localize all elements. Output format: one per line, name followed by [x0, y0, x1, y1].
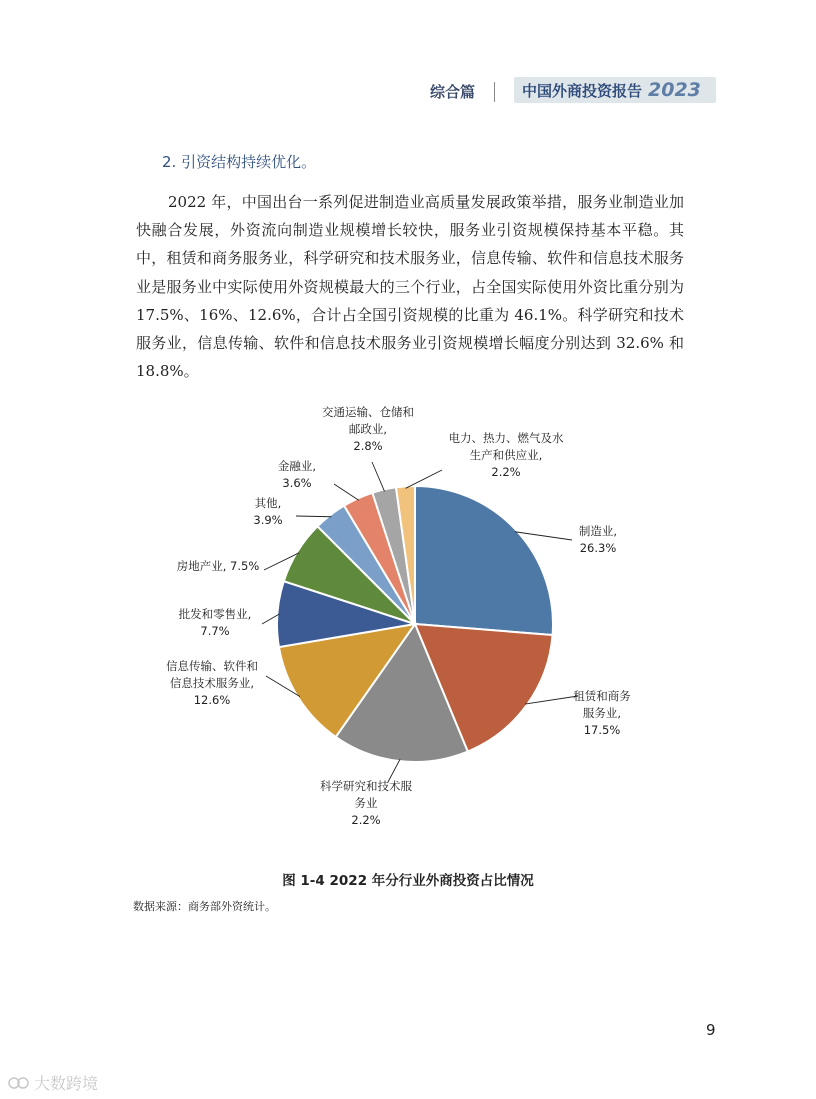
report-year: 2023 [648, 79, 701, 101]
slice-label-6: 其他, 3.9% [253, 496, 283, 527]
pie-chart-area [0, 380, 816, 860]
watermark-logo-icon [8, 1075, 30, 1091]
leader-line-6 [296, 516, 331, 517]
watermark [8, 1071, 98, 1094]
slice-label-3: 信息传输、软件和信息技术服务业, 12.6% [166, 659, 258, 707]
slice-label-5: 房地产业, 7.5% [176, 559, 260, 573]
page-header [0, 76, 816, 108]
section-title: 2. 引资结构持续优化。 [162, 153, 317, 171]
slice-label-8: 交通运输、仓储和邮政业, 2.8% [322, 405, 414, 453]
slice-label-4: 批发和零售业, 7.7% [178, 607, 252, 638]
slice-label-9: 电力、热力、燃气及水生产和供应业, 2.2% [448, 431, 564, 479]
figure-caption: 图 1-4 2022 年分行业外商投资占比情况 [282, 873, 534, 889]
leader-line-8 [372, 462, 385, 491]
watermark-text: 大数跨境 [34, 1074, 99, 1093]
slice-label-7: 金融业, 3.6% [277, 459, 317, 490]
report-title-box [514, 77, 716, 103]
data-source-note: 数据来源：商务部外资统计。 [133, 900, 276, 913]
report-title: 中国外商投资报告 [522, 81, 643, 100]
body-paragraph: 2022 年，中国出台一系列促进制造业高质量发展政策举措，服务业制造业加快融合发展，外资流向制造业规模增长较快，服务业引资规模保持基本平稳。其中，租赁和商务服务业，科学研究和技术服务业，信息传输、软件和信息技术服务业是服务业中实际使用外资规模最大的三个行业，占全国实际使用外资比重分别为 17.5%、16%、12.6%，合计占全国引资规模的比重为 46.1%。科学研究和技术服务业，信息传输、软件和信息技术服务业引资规模增长幅度分别达到 32.6% 和 18.8%。 [136, 193, 684, 381]
header-divider [494, 82, 495, 102]
slice-label-0: 制造业, 26.3% [578, 524, 618, 555]
slice-label-2: 科学研究和技术服务业 2.2% [320, 779, 412, 827]
pie-slice-0 [415, 486, 553, 635]
section-name: 综合篇 [430, 83, 476, 101]
leader-line-7 [334, 484, 359, 500]
slice-label-1: 租赁和商务服务业, 17.5% [573, 689, 631, 737]
pie-chart [0, 380, 816, 860]
page-number: 9 [706, 1021, 716, 1039]
